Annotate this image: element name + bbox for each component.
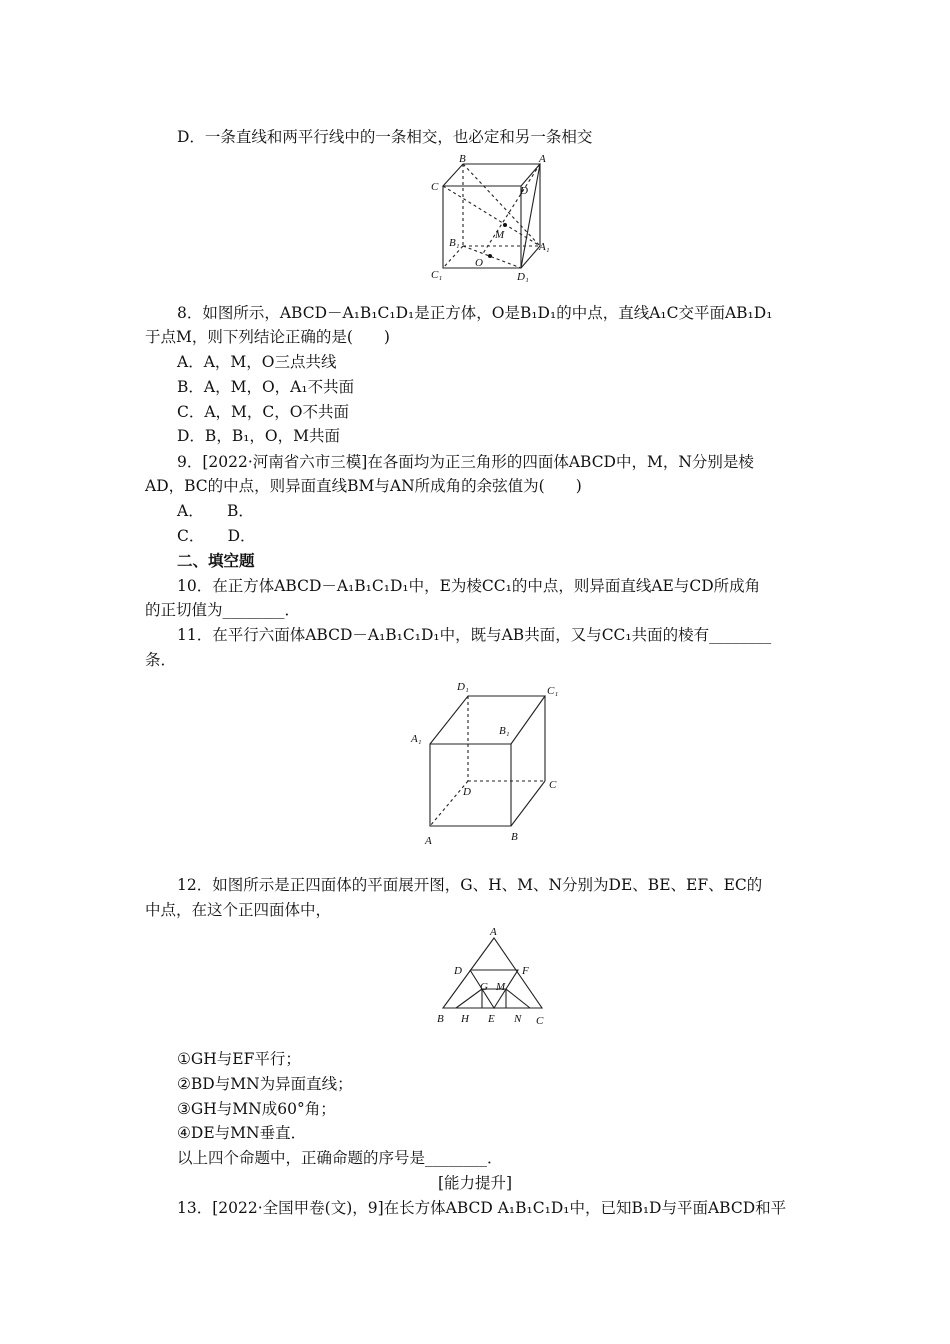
label: A₁ xyxy=(539,241,550,253)
segment xyxy=(456,989,482,1008)
line-q9-stem: 9．[2022·河南省六市三模]在各面均为正三角形的四面体ABCD中，M，N分别是棱 xyxy=(177,453,754,471)
label: E xyxy=(488,1013,495,1025)
label: B₁ xyxy=(499,725,510,737)
parallelepiped-figure-q11 xyxy=(405,676,575,848)
label: B xyxy=(459,153,466,165)
label: C xyxy=(536,1015,544,1026)
line-q7-option-d: D．一条直线和两平行线中的一条相交，也必定和另一条相交 xyxy=(177,128,593,146)
line-q11-stem-cont: 条． xyxy=(145,651,177,669)
label: G xyxy=(480,981,488,993)
label: C xyxy=(431,181,439,193)
line-q11-stem: 11．在平行六面体ABCD－A₁B₁C₁D₁中，既与AB共面，又与CC₁共面的棱有________ xyxy=(177,626,772,644)
label: D xyxy=(463,786,471,798)
statement-4: ④DE与MN垂直． xyxy=(177,1124,307,1142)
line-q13-stem: 13．[2022·全国甲卷(文)，9]在长方体ABCD A₁B₁C₁D₁中，已知B₁D与平面ABCD和平 xyxy=(177,1199,787,1217)
label: C xyxy=(549,779,557,791)
label: H xyxy=(461,1013,469,1025)
segment xyxy=(506,989,530,1008)
top-edges xyxy=(430,696,545,744)
label: M xyxy=(495,229,505,241)
cube-figure-q8 xyxy=(425,152,555,284)
diagonal-dashed xyxy=(463,246,521,268)
point-m xyxy=(503,223,507,227)
cube-edge-dashed xyxy=(443,246,463,268)
label: C₁ xyxy=(547,685,559,697)
label: A xyxy=(539,153,546,165)
point-o xyxy=(488,254,492,258)
line-q8-option-a: A．A，M，O三点共线 xyxy=(177,353,337,371)
label: A₁ xyxy=(411,733,422,745)
bottom-right-edge xyxy=(511,781,545,826)
statement-3: ③GH与MN成60°角； xyxy=(177,1100,336,1118)
line-q9-options-ab: A． B． xyxy=(177,502,254,520)
line-q8-option-c: C．A，M，C，O不共面 xyxy=(177,403,349,421)
line-q8-stem-cont: 于点M，则下列结论正确的是( ) xyxy=(145,328,390,346)
label: B₁ xyxy=(449,237,460,249)
label: O xyxy=(475,257,483,269)
line-q12-stem: 12．如图所示是正四面体的平面展开图，G、H、M、N分别为DE、BE、EF、EC的 xyxy=(177,876,763,894)
line-q10-stem: 10．在正方体ABCD－A₁B₁C₁D₁中，E为棱CC₁的中点，则异面直线AE与CD所成角 xyxy=(177,577,761,595)
cube-top-edges xyxy=(443,164,540,186)
label: D xyxy=(454,965,462,977)
label: C₁ xyxy=(431,269,443,281)
label: D₁ xyxy=(457,681,469,693)
label: N xyxy=(514,1013,522,1025)
tetrahedron-net-figure-q12 xyxy=(430,922,550,1026)
line-q12-question: 以上四个命题中，正确命题的序号是________． xyxy=(177,1149,503,1167)
label: B xyxy=(511,831,518,843)
section-heading-fill-in: 二、填空题 xyxy=(177,551,255,570)
label: B xyxy=(437,1013,444,1025)
line-q8-option-b: B．A，M，O，A₁不共面 xyxy=(177,378,355,396)
label: A xyxy=(425,835,432,847)
label: A xyxy=(490,926,497,938)
front-face xyxy=(430,744,511,826)
statement-2: ②BD与MN为异面直线； xyxy=(177,1075,353,1093)
line-q12-stem-cont: 中点，在这个正四面体中， xyxy=(145,901,332,919)
label: D xyxy=(520,185,528,197)
cube-bottom-right-edge xyxy=(521,246,540,268)
label: D₁ xyxy=(517,271,529,283)
line-q8-option-d: D．B，B₁，O，M共面 xyxy=(177,427,341,445)
label: M xyxy=(496,981,506,993)
label: F xyxy=(522,965,529,977)
line-q8-stem: 8．如图所示，ABCD－A₁B₁C₁D₁是正方体，O是B₁D₁的中点，直线A₁C交平面AB₁D₁ xyxy=(177,304,773,322)
statement-1: ①GH与EF平行； xyxy=(177,1050,301,1068)
section-heading-improve: [能力提升] xyxy=(437,1174,513,1192)
line-q9-options-cd: C． D． xyxy=(177,527,256,545)
line-q10-stem-cont: 的正切值为________． xyxy=(145,601,301,619)
line-q9-stem-cont: AD，BC的中点，则异面直线BM与AN所成角的余弦值为( ) xyxy=(145,477,582,495)
